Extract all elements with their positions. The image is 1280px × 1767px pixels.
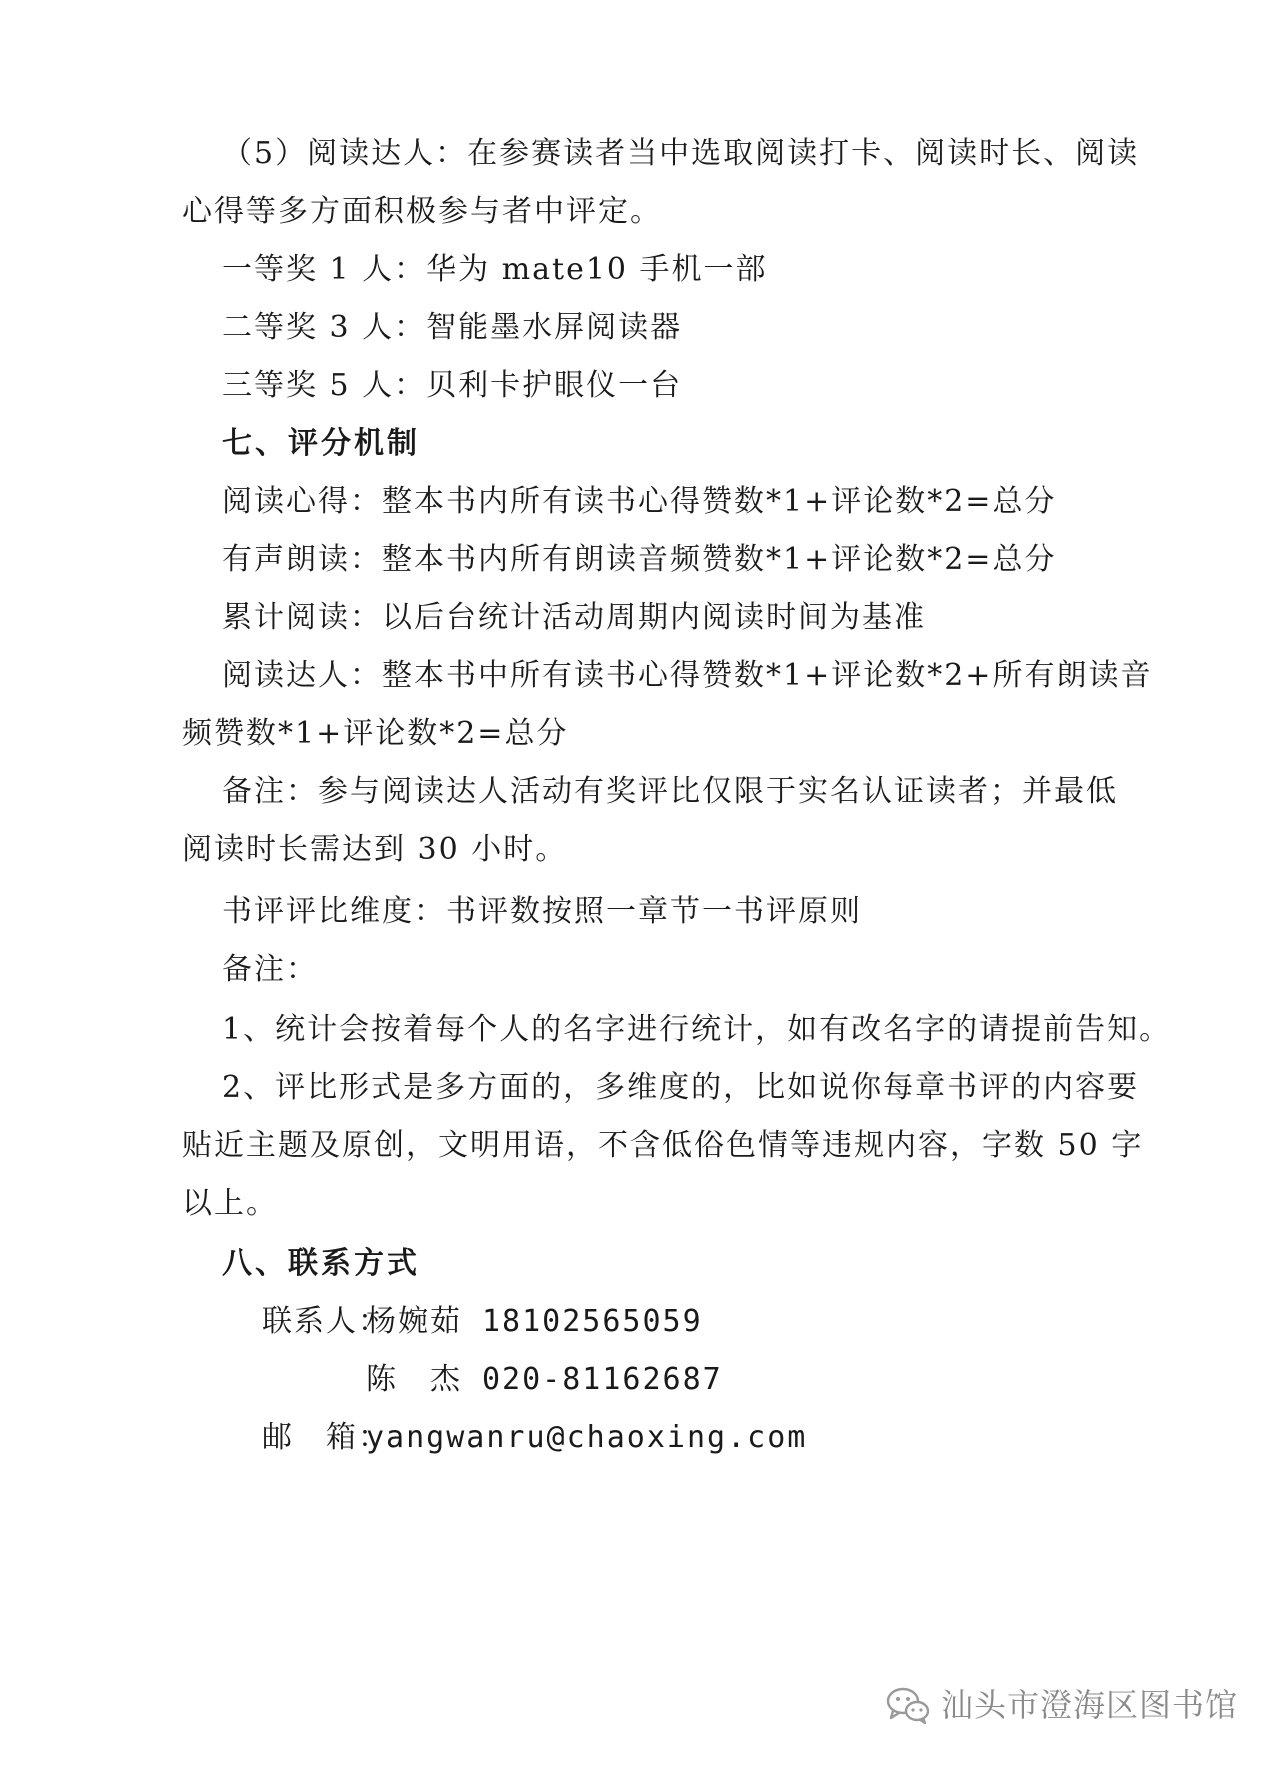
contact-2-name: 陈 杰 — [366, 1362, 462, 1397]
review-dimension: 书评评比维度：书评数按照一章节一书评原则 — [222, 894, 862, 929]
contact-label: 联系人： — [262, 1304, 390, 1339]
contact-1-name: 杨婉茹 — [366, 1304, 462, 1339]
score-reading-notes: 阅读心得：整本书内所有读书心得赞数*1+评论数*2=总分 — [222, 484, 1057, 519]
email-label: 邮 箱： — [262, 1420, 390, 1455]
note-2-line-2: 贴近主题及原创，文明用语，不含低俗色情等违规内容，字数 50 字 — [182, 1128, 1144, 1163]
wechat-icon — [885, 1685, 931, 1725]
remark-label: 备注： — [222, 952, 318, 987]
prize-first: 一等奖 1 人：华为 mate10 手机一部 — [222, 252, 768, 287]
score-voice-reading: 有声朗读：整本书内所有朗读音频赞数*1+评论数*2=总分 — [222, 542, 1057, 577]
score-cumulative: 累计阅读：以后台统计活动周期内阅读时间为基准 — [222, 600, 926, 635]
contact-2-phone: 020-81162687 — [482, 1362, 723, 1397]
awards-paragraph-line-2: 心得等多方面积极参与者中评定。 — [182, 194, 662, 229]
section-7-heading: 七、评分机制 — [222, 426, 420, 461]
score-master-line-1: 阅读达人：整本书中所有读书心得赞数*1+评论数*2+所有朗读音 — [222, 658, 1153, 693]
awards-paragraph-line-1: （5）阅读达人：在参赛读者当中选取阅读打卡、阅读时长、阅读 — [222, 136, 1140, 171]
prize-second: 二等奖 3 人：智能墨水屏阅读器 — [222, 310, 683, 345]
remark-line-1: 备注：参与阅读达人活动有奖评比仅限于实名认证读者；并最低 — [222, 774, 1118, 809]
watermark — [885, 1685, 1238, 1725]
prize-third: 三等奖 5 人：贝利卡护眼仪一台 — [222, 368, 683, 403]
note-1: 1、统计会按着每个人的名字进行统计，如有改名字的请提前告知。 — [222, 1012, 1172, 1047]
note-2-line-3: 以上。 — [182, 1186, 278, 1221]
email-value: yangwanru@chaoxing.com — [366, 1420, 808, 1455]
note-2-line-1: 2、评比形式是多方面的，多维度的，比如说你每章书评的内容要 — [222, 1070, 1140, 1105]
contact-1-phone: 18102565059 — [482, 1304, 703, 1339]
remark-line-2: 阅读时长需达到 30 小时。 — [182, 832, 568, 867]
score-master-line-2: 频赞数*1+评论数*2=总分 — [182, 716, 569, 751]
watermark-text: 汕头市澄海区图书馆 — [941, 1686, 1239, 1724]
section-8-heading: 八、联系方式 — [222, 1246, 420, 1281]
